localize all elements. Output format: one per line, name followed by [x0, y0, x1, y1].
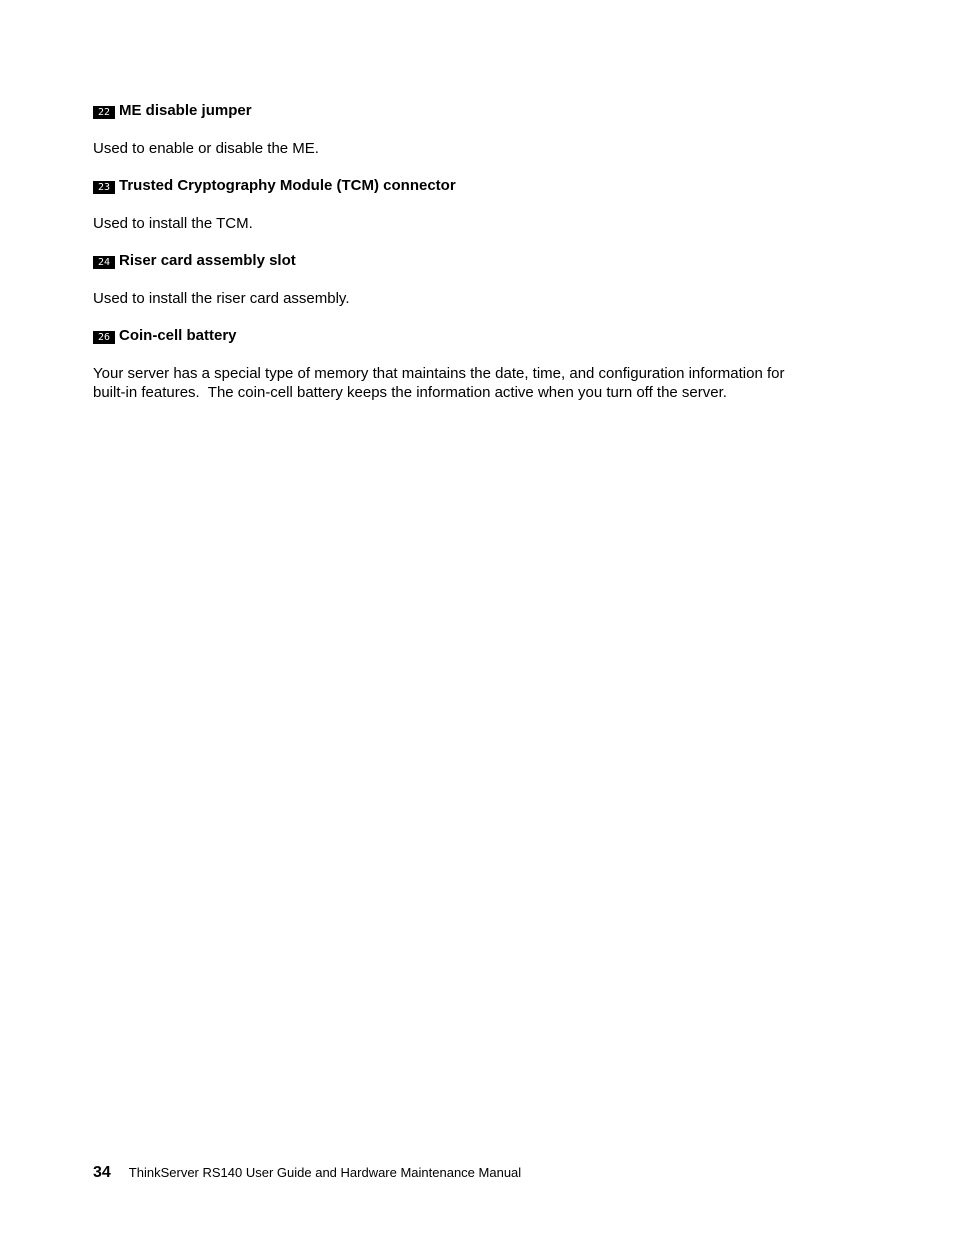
section-title: Riser card assembly slot — [119, 252, 296, 269]
page-footer — [93, 1164, 521, 1182]
section-heading — [93, 101, 853, 121]
section-title: ME disable jumper — [119, 102, 252, 119]
section-tcm-connector — [93, 176, 853, 233]
section-heading — [93, 176, 853, 196]
section-coin-cell-battery — [93, 326, 853, 402]
callout-number-badge: 23 — [93, 181, 115, 194]
section-body: Used to install the TCM. — [93, 215, 253, 232]
body-line: Your server has a special type of memory that maintains the date, time, and configuration information for — [93, 365, 785, 382]
section-heading — [93, 326, 853, 346]
section-body — [93, 364, 853, 402]
callout-number-badge: 22 — [93, 106, 115, 119]
callout-number-badge: 24 — [93, 256, 115, 269]
footer-title: ThinkServer RS140 User Guide and Hardware Maintenance Manual — [128, 1165, 522, 1180]
page-number: 34 — [93, 1164, 111, 1181]
body-line: built-in features. The coin-cell battery keeps the information active when you turn off the server. — [93, 384, 727, 401]
section-body: Used to enable or disable the ME. — [93, 140, 319, 157]
section-body: Used to install the riser card assembly. — [93, 290, 350, 307]
document-content — [93, 101, 853, 402]
section-riser-card-slot — [93, 251, 853, 308]
section-title: Coin-cell battery — [119, 327, 237, 344]
section-me-disable-jumper — [93, 101, 853, 158]
section-heading — [93, 251, 853, 271]
section-title: Trusted Cryptography Module (TCM) connector — [119, 177, 456, 194]
callout-number-badge: 26 — [93, 331, 115, 344]
